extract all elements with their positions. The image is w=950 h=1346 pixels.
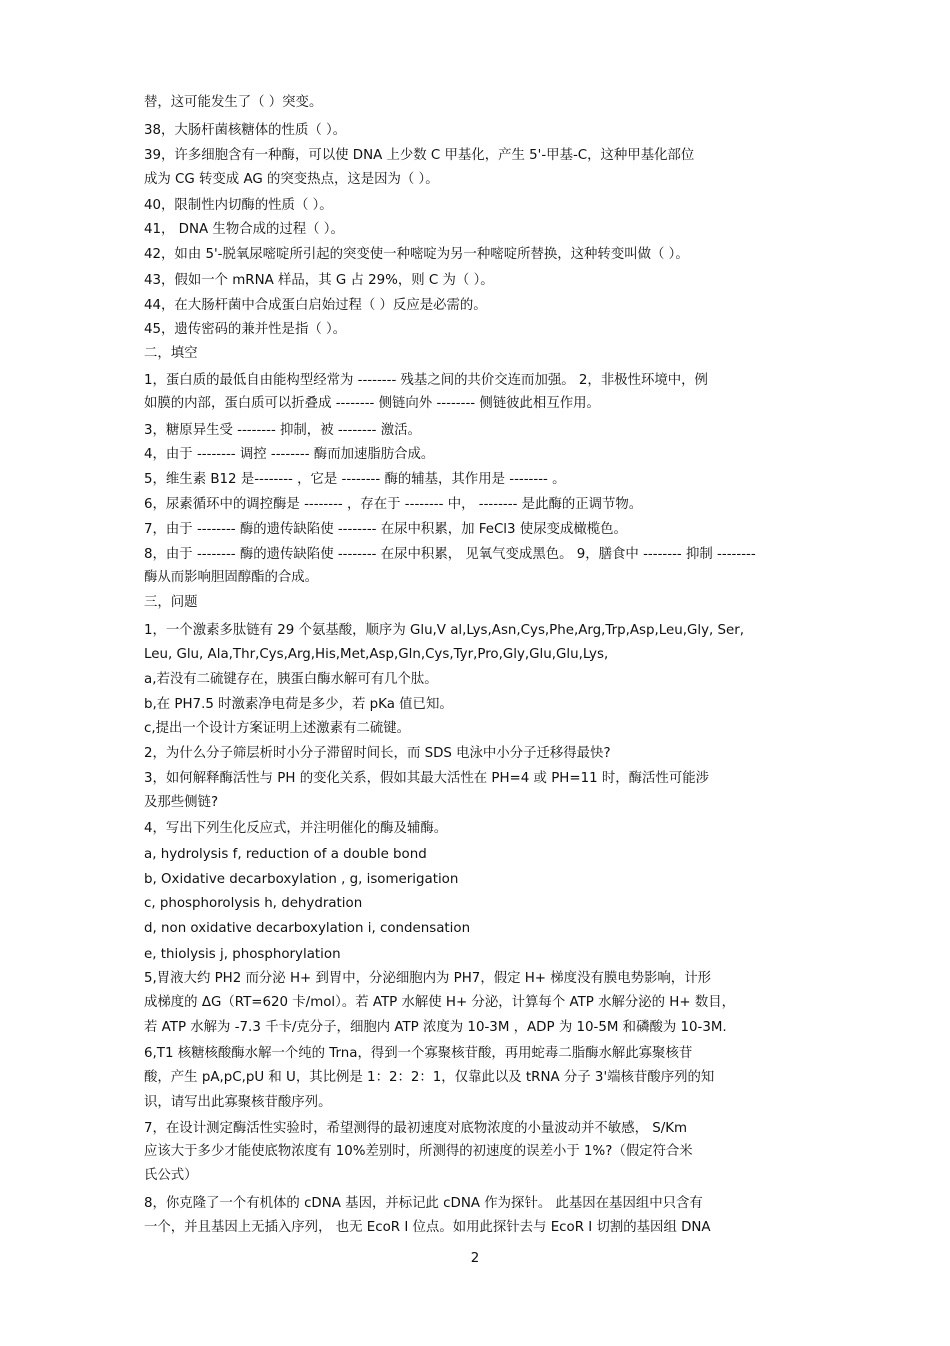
text-line: 6,T1 核糖核酸酶水解一个纯的 Trna，得到一个寡聚核苷酸，再用蛇毒二脂酶水解此寡聚核苷 [144, 1046, 693, 1061]
text-line: 2，为什么分子筛层析时小分子滞留时间长，而 SDS 电泳中小分子迁移得最快? [144, 746, 611, 761]
text-line: 8，你克隆了一个有机体的 cDNA 基因，并标记此 cDNA 作为探针。 此基因在基因组中只含有 [144, 1196, 703, 1211]
text-line: 识，请写出此寡聚核苷酸序列。 [144, 1095, 332, 1110]
text-line: 及那些侧链? [144, 795, 219, 810]
text-line: 43，假如一个 mRNA 样品，其 G 占 29%，则 C 为（ ）。 [144, 273, 494, 288]
text-line: 酶从而影响胆固醇酯的合成。 [144, 570, 319, 585]
section-heading: 三，问题 [144, 595, 198, 610]
text-line: 5,胃液大约 PH2 而分泌 H+ 到胃中，分泌细胞内为 PH7，假定 H+ 梯度没有膜电势影响，计形 [144, 971, 711, 986]
page-number: 2 [470, 1251, 480, 1266]
text-line: 氏公式） [144, 1168, 198, 1183]
text-line: 40，限制性内切酶的性质（ ）。 [144, 198, 333, 213]
text-line: b,在 PH7.5 时激素净电荷是多少，若 pKa 值已知。 [144, 697, 453, 712]
text-line: a,若没有二硫键存在，胰蛋白酶水解可有几个肽。 [144, 672, 438, 687]
text-line: 45，遗传密码的兼并性是指（ ）。 [144, 322, 347, 337]
section-heading: 二，填空 [144, 346, 198, 361]
text-line: 39，许多细胞含有一种酶，可以使 DNA 上少数 C 甲基化，产生 5'-甲基-C，这种甲基化部位 [144, 148, 695, 163]
text-line: 成为 CG 转变成 AG 的突变热点，这是因为（ ）。 [144, 172, 439, 187]
text-line: 如膜的内部，蛋白质可以折叠成 -------- 侧链向外 -------- 侧链彼此相互作用。 [144, 396, 600, 411]
text-line: 应该大于多少才能使底物浓度有 10%差别时，所测得的初速度的误差小于 1%?（假定符合米 [144, 1144, 693, 1159]
text-line: 42，如由 5'-脱氧尿嘧啶所引起的突变使一种嘧啶为另一种嘧啶所替换，这种转变叫做（ ）。 [144, 247, 689, 262]
text-line: 38，大肠杆菌核糖体的性质（ ）。 [144, 123, 347, 138]
text-line: 替，这可能发生了（ ）突变。 [144, 95, 323, 110]
text-line: 41， DNA 生物合成的过程（ ）。 [144, 222, 344, 237]
text-line: 7，在设计测定酶活性实验时，希望测得的最初速度对底物浓度的小量波动并不敏感， S/Km [144, 1121, 688, 1136]
text-line: 6，尿素循环中的调控酶是 -------- ，存在于 -------- 中， -------- 是此酶的正调节物。 [144, 497, 643, 512]
text-line: 8，由于 -------- 酶的遗传缺陷使 -------- 在尿中积累， 见氧气变成黑色。 9，膳食中 -------- 抑制 -------- [144, 547, 756, 562]
text-line: 4，写出下列生化反应式，并注明催化的酶及辅酶。 [144, 821, 448, 836]
text-line: 酸，产生 pA,pC,pU 和 U，其比例是 1：2：2：1，仅靠此以及 tRNA 分子 3'端核苷酸序列的知 [144, 1070, 715, 1085]
text-line: e, thiolysis j, phosphorylation [144, 947, 341, 962]
text-line: c,提出一个设计方案证明上述激素有二硫键。 [144, 721, 411, 736]
text-line: 3，如何解释酶活性与 PH 的变化关系，假如其最大活性在 PH=4 或 PH=11 时，酶活性可能涉 [144, 771, 709, 786]
text-line: 1，一个激素多肽链有 29 个氨基酸，顺序为 Glu,V al,Lys,Asn,Cys,Phe,Arg,Trp,Asp,Leu,Gly, Ser, [144, 623, 745, 638]
text-line: Leu, Glu, Ala,Thr,Cys,Arg,His,Met,Asp,Gln,Cys,Tyr,Pro,Gly,Glu,Glu,Lys, [144, 647, 609, 662]
text-line: 1，蛋白质的最低自由能构型经常为 -------- 残基之间的共价交连而加强。 2，非极性环境中，例 [144, 373, 708, 388]
text-line: 5，维生素 B12 是-------- ，它是 -------- 酶的辅基，其作用是 -------- 。 [144, 472, 566, 487]
text-line: 3，糖原异生受 -------- 抑制，被 -------- 激活。 [144, 423, 421, 438]
text-line: d, non oxidative decarboxylation i, condensation [144, 921, 471, 936]
text-line: 一个，并且基因上无插入序列， 也无 EcoR I 位点。如用此探针去与 EcoR I 切割的基因组 DNA [144, 1220, 711, 1235]
text-line: c, phosphorolysis h, dehydration [144, 896, 363, 911]
text-line: 7，由于 -------- 酶的遗传缺陷使 -------- 在尿中积累，加 FeCl3 使尿变成橄榄色。 [144, 522, 627, 537]
text-line: 4，由于 -------- 调控 -------- 酶而加速脂肪合成。 [144, 447, 435, 462]
text-line: a, hydrolysis f, reduction of a double bond [144, 847, 427, 862]
text-line: 若 ATP 水解为 -7.3 千卡/克分子，细胞内 ATP 浓度为 10-3M ，ADP 为 10-5M 和磷酸为 10-3M. [144, 1020, 727, 1035]
text-line: 44，在大肠杆菌中合成蛋白启始过程（ ）反应是必需的。 [144, 298, 487, 313]
text-line: b, Oxidative decarboxylation , g, isomerigation [144, 872, 459, 887]
text-line: 成梯度的 ΔG（RT=620 卡/mol）。若 ATP 水解使 H+ 分泌，计算每个 ATP 水解分泌的 H+ 数目， [144, 995, 736, 1010]
